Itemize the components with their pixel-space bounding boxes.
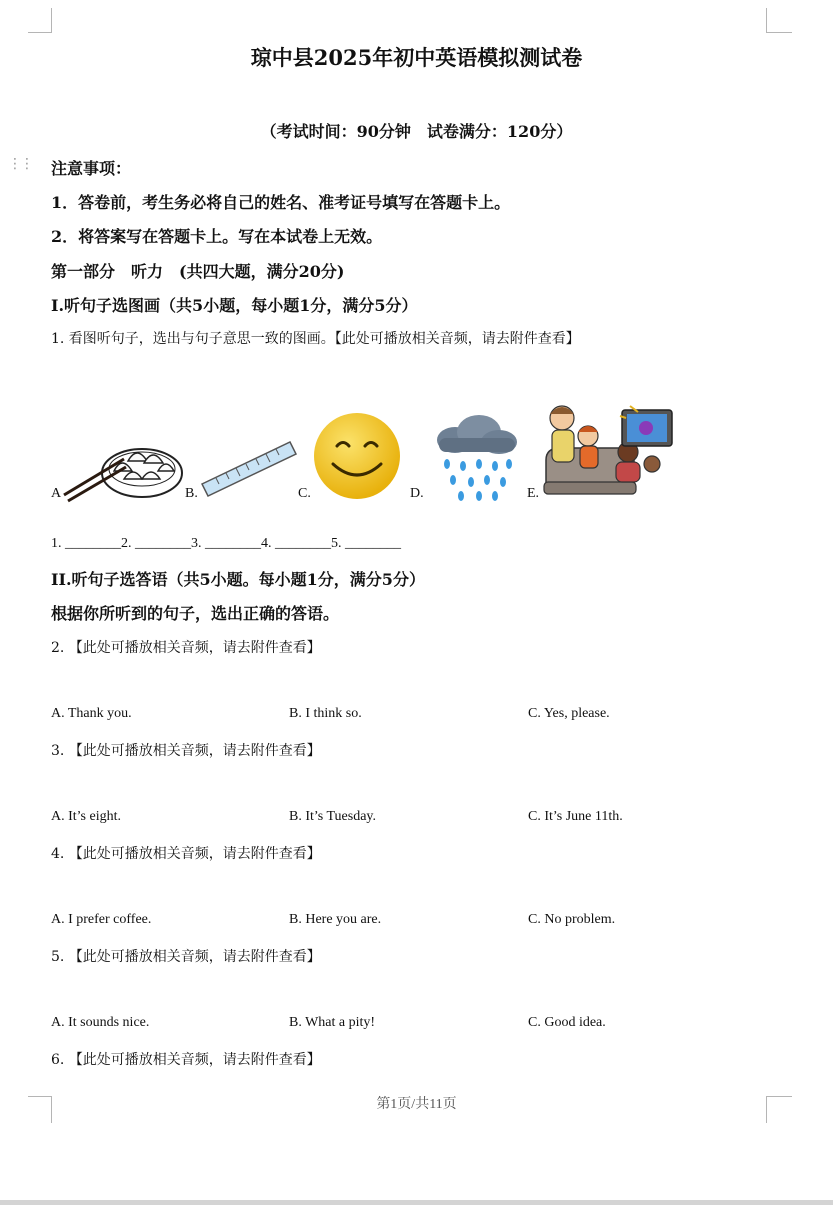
ruler-icon <box>198 432 300 502</box>
picture-label-c: C. <box>298 486 311 501</box>
question-1-prompt: 1. 看图听句子，选出与句子意思一致的图画。【此处可播放相关音频，请去附件查看】 <box>51 331 580 347</box>
notice-heading: 注意事项： <box>51 159 132 178</box>
picture-label-b: B. <box>185 486 198 501</box>
picture-label-a: A <box>51 486 62 501</box>
crop-mark-top-right <box>766 8 792 33</box>
question-3-option-c: C. It’s June 11th. <box>528 809 623 824</box>
picture-label-e: E. <box>527 486 540 501</box>
question-5-option-b: B. What a pity! <box>289 1015 376 1030</box>
question-3-option-a: A. It’s eight. <box>51 809 121 824</box>
question-5-prompt: 5. 【此处可播放相关音频，请去附件查看】 <box>51 949 321 965</box>
section1-heading: I.听句子选图画（共5小题，每小题1分，满分5分） <box>51 296 418 315</box>
question-5-option-c: C. Good idea. <box>528 1015 606 1030</box>
question-2-prompt: 2. 【此处可播放相关音频，请去附件查看】 <box>51 640 321 656</box>
question-4-option-a: A. I prefer coffee. <box>51 912 152 927</box>
notice-item-2: 2．将答案写在答题卡上。写在本试卷上无效。 <box>51 227 383 246</box>
answer-blanks: 1. ________2. ________3. ________4. ________5. ________ <box>51 536 401 551</box>
section2-heading: II.听句子选答语（共5小题。每小题1分，满分5分） <box>51 570 425 589</box>
question-4-prompt: 4. 【此处可播放相关音频，请去附件查看】 <box>51 846 321 862</box>
question-5-option-a: A. It sounds nice. <box>51 1015 150 1030</box>
picture-label-d: D. <box>410 486 424 501</box>
page-bottom-border <box>0 1200 833 1205</box>
page-number: 第1页/共11页 <box>376 1097 457 1112</box>
section2-instruction: 根据你所听到的句子，选出正确的答语。 <box>51 604 340 623</box>
question-4-option-c: C. No problem. <box>528 912 616 927</box>
page-title: 琼中县2025年初中英语模拟测试卷 <box>250 45 583 70</box>
rain-cloud-icon <box>425 408 521 504</box>
question-4-option-b: B. Here you are. <box>289 912 382 927</box>
drag-handle-icon[interactable]: ⋮⋮ <box>8 156 32 172</box>
question-6-prompt: 6. 【此处可播放相关音频，请去附件查看】 <box>51 1052 321 1068</box>
question-2-option-c: C. Yes, please. <box>528 706 610 721</box>
question-3-prompt: 3. 【此处可播放相关音频，请去附件查看】 <box>51 743 321 759</box>
question-2-option-b: B. I think so. <box>289 706 362 721</box>
crop-mark-top-left <box>28 8 52 33</box>
dumplings-icon <box>62 425 186 515</box>
exam-info: （考试时间：90分钟 试卷满分：120分） <box>260 122 573 141</box>
part1-heading: 第一部分 听力 (共四大题，满分20分) <box>51 262 345 281</box>
notice-item-1: 1．答卷前，考生务必将自己的姓名、准考证号填写在答题卡上。 <box>51 193 511 212</box>
question-3-option-b: B. It’s Tuesday. <box>289 809 377 824</box>
question-2-option-a: A. Thank you. <box>51 706 132 721</box>
smiley-icon <box>311 410 403 502</box>
family-tv-icon <box>540 400 676 500</box>
